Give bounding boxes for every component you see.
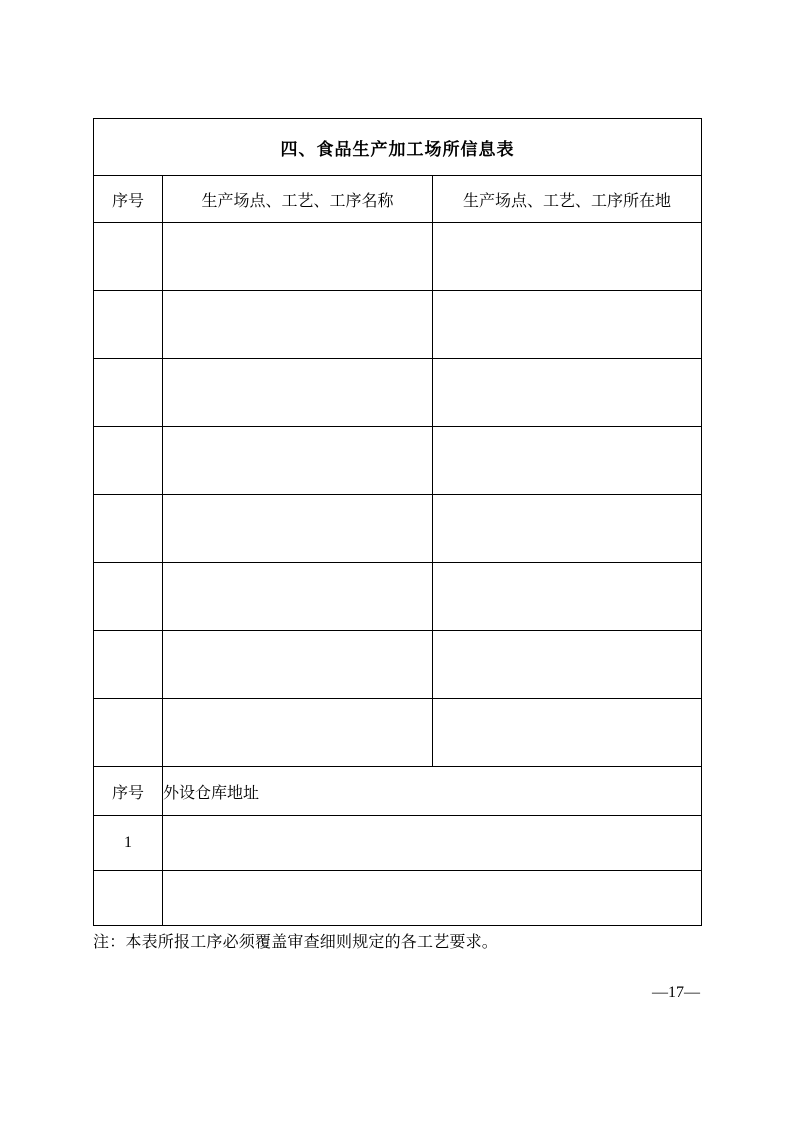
food-production-site-info-table [93, 118, 702, 926]
cell-no[interactable] [94, 563, 163, 631]
cell-location[interactable] [433, 631, 702, 699]
cell-location[interactable] [433, 359, 702, 427]
table-row [94, 291, 702, 359]
cell-name[interactable] [163, 699, 433, 767]
cell-name[interactable] [163, 495, 433, 563]
page-number: —17— [652, 984, 700, 1001]
warehouse-no-label: 序号 [94, 767, 163, 816]
cell-name[interactable] [163, 291, 433, 359]
column-header-no: 序号 [94, 176, 163, 223]
warehouse-cell-address[interactable] [163, 816, 702, 871]
cell-no[interactable] [94, 631, 163, 699]
cell-name[interactable] [163, 631, 433, 699]
column-header-name: 生产场点、工艺、工序名称 [163, 176, 433, 223]
warehouse-title: 外设仓库地址 [163, 767, 702, 816]
cell-name[interactable] [163, 359, 433, 427]
cell-no[interactable] [94, 427, 163, 495]
cell-name[interactable] [163, 563, 433, 631]
cell-no[interactable] [94, 495, 163, 563]
cell-location[interactable] [433, 291, 702, 359]
cell-location[interactable] [433, 563, 702, 631]
cell-location[interactable] [433, 699, 702, 767]
cell-location[interactable] [433, 427, 702, 495]
cell-location[interactable] [433, 223, 702, 291]
table-row [94, 359, 702, 427]
warehouse-cell-address[interactable] [163, 871, 702, 926]
warehouse-cell-no[interactable]: 1 [94, 816, 163, 871]
table-row [94, 563, 702, 631]
warehouse-header-row [94, 767, 702, 816]
table-row [94, 699, 702, 767]
cell-no[interactable] [94, 359, 163, 427]
cell-no[interactable] [94, 291, 163, 359]
warehouse-row [94, 816, 702, 871]
cell-location[interactable] [433, 495, 702, 563]
table-row [94, 495, 702, 563]
cell-name[interactable] [163, 427, 433, 495]
warehouse-row [94, 871, 702, 926]
warehouse-cell-no[interactable] [94, 871, 163, 926]
table-row [94, 223, 702, 291]
table-header-row [94, 176, 702, 223]
cell-no[interactable] [94, 223, 163, 291]
table-row [94, 427, 702, 495]
table-row [94, 631, 702, 699]
column-header-location: 生产场点、工艺、工序所在地 [433, 176, 702, 223]
cell-name[interactable] [163, 223, 433, 291]
table-note: 注：本表所报工序必须覆盖审查细则规定的各工艺要求。 [93, 934, 499, 951]
table-title-row [94, 119, 702, 176]
cell-no[interactable] [94, 699, 163, 767]
table-title: 四、食品生产加工场所信息表 [94, 119, 702, 176]
